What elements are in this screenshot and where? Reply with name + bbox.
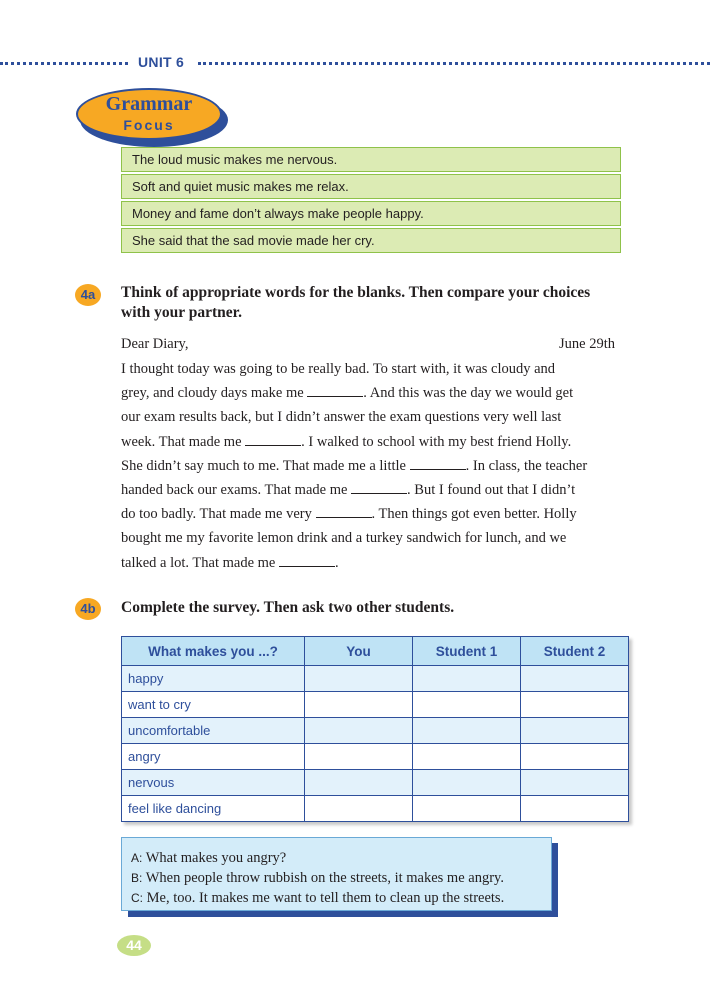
answer-blank[interactable]	[279, 554, 335, 567]
answer-blank[interactable]	[245, 433, 301, 446]
answer-cell[interactable]	[305, 796, 413, 822]
diary-line: handed back our exams. That made me . But I found out that I didn’t	[121, 482, 576, 499]
diary-text	[121, 357, 621, 575]
answer-cell[interactable]	[521, 692, 629, 718]
answer-blank[interactable]	[316, 505, 372, 518]
diary-line: talked a lot. That made me .	[121, 554, 339, 571]
column-header: Student 2	[521, 637, 629, 666]
answer-cell[interactable]	[305, 666, 413, 692]
column-header: What makes you ...?	[122, 637, 305, 666]
grammar-sentence: She said that the sad movie made her cry.	[121, 228, 621, 253]
unit-label: UNIT 6	[138, 54, 185, 70]
diary-line: She didn’t say much to me. That made me a little . In class, the teacher	[121, 457, 588, 474]
grammar-focus-list	[121, 147, 621, 255]
table-row	[122, 744, 629, 770]
section-4b-instruction: Complete the survey. Then ask two other students.	[121, 599, 455, 616]
diary-line: grey, and cloudy days make me . And this was the day we would get	[121, 385, 574, 402]
answer-cell[interactable]	[521, 744, 629, 770]
answer-cell[interactable]	[413, 796, 521, 822]
unit-header	[0, 56, 710, 70]
answer-blank[interactable]	[351, 481, 407, 494]
answer-cell[interactable]	[413, 744, 521, 770]
row-label: feel like dancing	[122, 796, 305, 822]
grammar-focus-badge	[76, 88, 226, 146]
row-label: happy	[122, 666, 305, 692]
answer-cell[interactable]	[521, 666, 629, 692]
dotted-rule-right	[198, 62, 710, 65]
section-4a-instruction: Think of appropriate words for the blanks. Then compare your choices with your partner.	[121, 284, 591, 321]
speaker-label: B:	[131, 871, 143, 885]
conversation-box	[121, 837, 552, 911]
dotted-rule-left	[0, 62, 128, 65]
answer-blank[interactable]	[307, 384, 363, 397]
answer-cell[interactable]	[413, 770, 521, 796]
grammar-focus-title: Grammar	[105, 93, 193, 115]
answer-cell[interactable]	[305, 744, 413, 770]
grammar-focus-subtitle: Focus	[123, 117, 175, 133]
answer-cell[interactable]	[305, 692, 413, 718]
survey-table	[121, 636, 629, 822]
speaker-label: C:	[131, 891, 143, 905]
answer-cell[interactable]	[305, 770, 413, 796]
table-row	[122, 796, 629, 822]
grammar-sentence: Money and fame don’t always make people happy.	[121, 201, 621, 226]
diary-line: I thought today was going to be really bad. To start with, it was cloudy and	[121, 361, 556, 377]
answer-cell[interactable]	[413, 692, 521, 718]
answer-cell[interactable]	[413, 718, 521, 744]
dialog-line: A: What makes you angry?	[131, 850, 287, 866]
row-label: nervous	[122, 770, 305, 796]
diary-line: bought me my favorite lemon drink and a turkey sandwich for lunch, and we	[121, 530, 567, 547]
grammar-sentence: The loud music makes me nervous.	[121, 147, 621, 172]
diary-line: our exam results back, but I didn’t answer the exam questions very well last	[121, 409, 562, 426]
survey-header-row	[122, 637, 629, 666]
section-4a-badge: 4a	[75, 284, 101, 306]
diary-date: June 29th	[559, 336, 615, 352]
table-row	[122, 666, 629, 692]
dialog-line: B: When people throw rubbish on the streets, it makes me angry.	[131, 870, 504, 886]
row-label: uncomfortable	[122, 718, 305, 744]
diary-greeting: Dear Diary,	[121, 336, 189, 352]
table-row	[122, 718, 629, 744]
answer-cell[interactable]	[521, 718, 629, 744]
dialog-line: C: Me, too. It makes me want to tell them to clean up the streets.	[131, 890, 505, 906]
answer-blank[interactable]	[410, 457, 466, 470]
section-4b-badge: 4b	[75, 598, 101, 620]
row-label: want to cry	[122, 692, 305, 718]
answer-cell[interactable]	[521, 796, 629, 822]
grammar-sentence: Soft and quiet music makes me relax.	[121, 174, 621, 199]
table-row	[122, 770, 629, 796]
column-header: Student 1	[413, 637, 521, 666]
diary-line: week. That made me . I walked to school with my best friend Holly.	[121, 433, 572, 450]
diary-header	[121, 336, 615, 353]
answer-cell[interactable]	[521, 770, 629, 796]
row-label: angry	[122, 744, 305, 770]
diary-line: do too badly. That made me very . Then things got even better. Holly	[121, 506, 577, 523]
page-number: 44	[117, 935, 151, 956]
answer-cell[interactable]	[413, 666, 521, 692]
speaker-label: A:	[131, 851, 143, 865]
answer-cell[interactable]	[305, 718, 413, 744]
table-row	[122, 692, 629, 718]
column-header: You	[305, 637, 413, 666]
